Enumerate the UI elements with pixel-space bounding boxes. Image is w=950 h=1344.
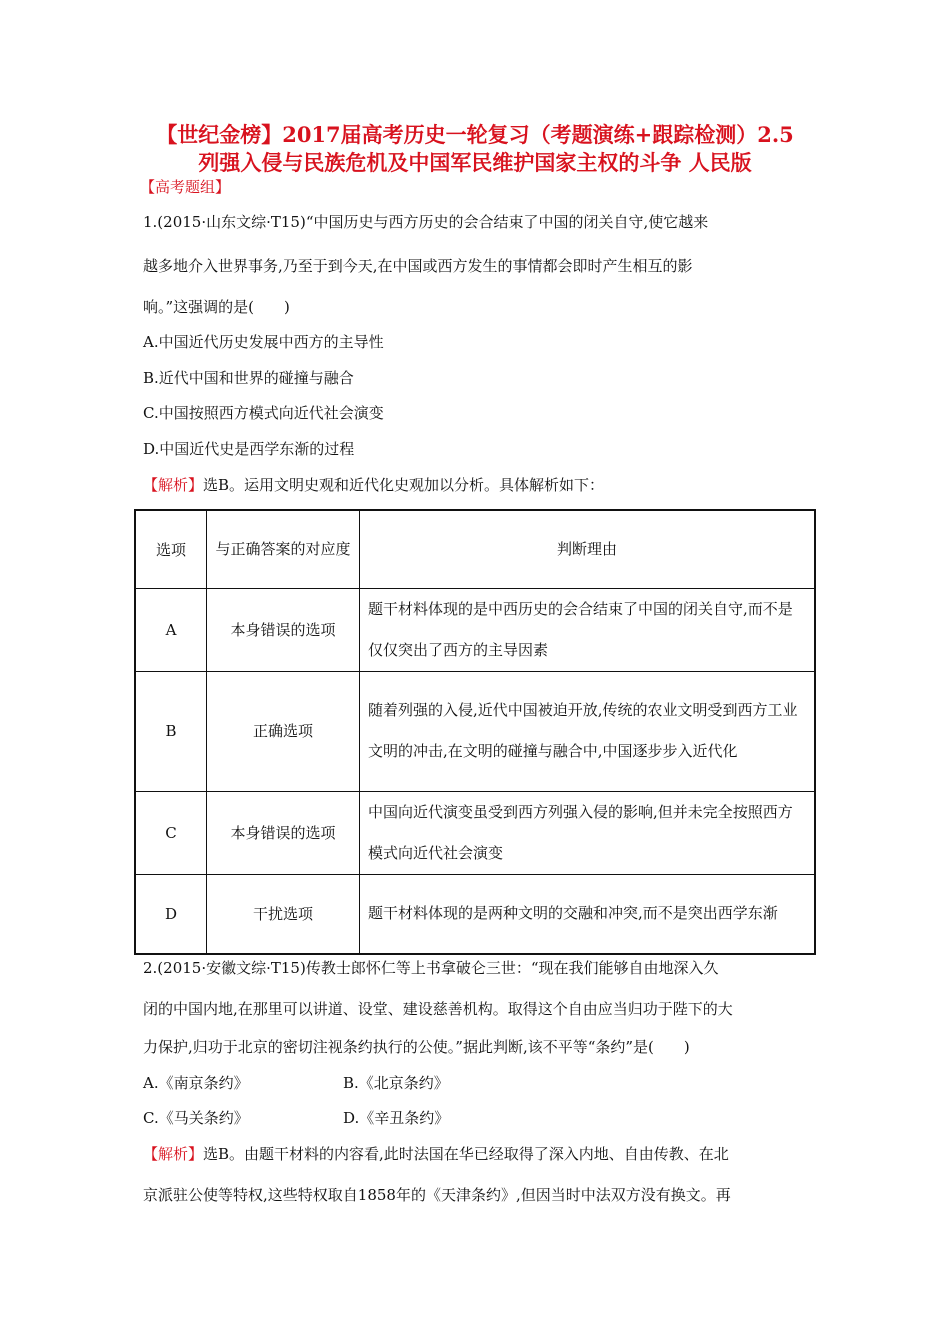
- table-row: [135, 874, 815, 954]
- analysis-text: 选B。运用文明史观和近代化史观加以分析。具体解析如下：: [203, 476, 605, 494]
- row-degree: 本身错误的选项: [207, 791, 360, 874]
- row-reason: 中国向近代演变虽受到西方列强入侵的影响,但并未完全按照西方模式向近代社会演变: [360, 791, 816, 874]
- row-reason: 题干材料体现的是两种文明的交融和冲突,而不是突出西学东渐: [360, 874, 816, 954]
- q2-analysis-line2: 京派驻公使等特权,这些特权取自1858年的《天津条约》,但因当时中法双方没有换文。再: [143, 1186, 731, 1204]
- row-reason: 题干材料体现的是中西历史的会合结束了中国的闭关自守,而不是仅仅突出了西方的主导因素: [360, 588, 816, 671]
- header-option: 选项: [135, 510, 207, 588]
- analysis-tag: 【解析】: [143, 476, 204, 494]
- q2-analysis-line1: [143, 1143, 729, 1165]
- table-row: [135, 791, 815, 874]
- analysis-text: 选B。由题干材料的内容看,此时法国在华已经取得了深入内地、自由传教、在北: [203, 1145, 729, 1163]
- q1-option-b: B.近代中国和世界的碰撞与融合: [143, 369, 354, 387]
- row-option: C: [135, 791, 207, 874]
- title-text: 2017届高考历史一轮复习（考题演练+跟踪检测）2.5: [282, 122, 794, 147]
- row-degree: 正确选项: [207, 671, 360, 791]
- section-label: 【高考题组】: [140, 178, 231, 196]
- row-option: D: [135, 874, 207, 954]
- document-title-line1: [100, 120, 850, 150]
- q1-option-c: C.中国按照西方模式向近代社会演变: [143, 404, 384, 422]
- q1-stem-line2: 越多地介入世界事务,乃至于到今天,在中国或西方发生的事情都会即时产生相互的影: [143, 257, 693, 275]
- q2-stem-line2: 闭的中国内地,在那里可以讲道、设堂、建设慈善机构。取得这个自由应当归功于陛下的大: [143, 1000, 733, 1018]
- table-header-row: [135, 510, 815, 588]
- header-degree: 与正确答案的对应度: [207, 510, 360, 588]
- analysis-tag: 【解析】: [143, 1145, 204, 1163]
- q2-option-a: A.《南京条约》: [143, 1074, 249, 1092]
- q2-option-c: C.《马关条约》: [143, 1109, 249, 1127]
- q1-stem-line1: 1.(2015·山东文综·T15)“中国历史与西方历史的会合结束了中国的闭关自守,使它越来: [143, 213, 709, 231]
- q2-stem-line1: 2.(2015·安徽文综·T15)传教士郎怀仁等上书拿破仑三世：“现在我们能够自由地深入久: [143, 959, 719, 977]
- analysis-table: [134, 509, 816, 955]
- q1-option-d: D.中国近代史是西学东渐的过程: [143, 440, 355, 458]
- table-row: [135, 671, 815, 791]
- row-degree: 干扰选项: [207, 874, 360, 954]
- q2-option-b: B.《北京条约》: [343, 1074, 449, 1092]
- q1-stem-line3: 响。”这强调的是( ): [143, 298, 290, 316]
- q1-analysis: [143, 474, 604, 496]
- row-option: A: [135, 588, 207, 671]
- q2-option-d: D.《辛丑条约》: [343, 1109, 450, 1127]
- header-reason: 判断理由: [360, 510, 816, 588]
- q1-option-a: A.中国近代历史发展中西方的主导性: [143, 333, 384, 351]
- row-degree: 本身错误的选项: [207, 588, 360, 671]
- document-title-line2: 列强入侵与民族危机及中国军民维护国家主权的斗争 人民版: [198, 150, 752, 175]
- source-tag: 【世纪金榜】: [156, 122, 283, 147]
- q2-stem-line3: 力保护,归功于北京的密切注视条约执行的公使。”据此判断,该不平等“条约”是( ): [143, 1038, 690, 1056]
- row-option: B: [135, 671, 207, 791]
- row-reason: 随着列强的入侵,近代中国被迫开放,传统的农业文明受到西方工业文明的冲击,在文明的碰撞与融合中,中国逐步步入近代化: [360, 671, 816, 791]
- table-row: [135, 588, 815, 671]
